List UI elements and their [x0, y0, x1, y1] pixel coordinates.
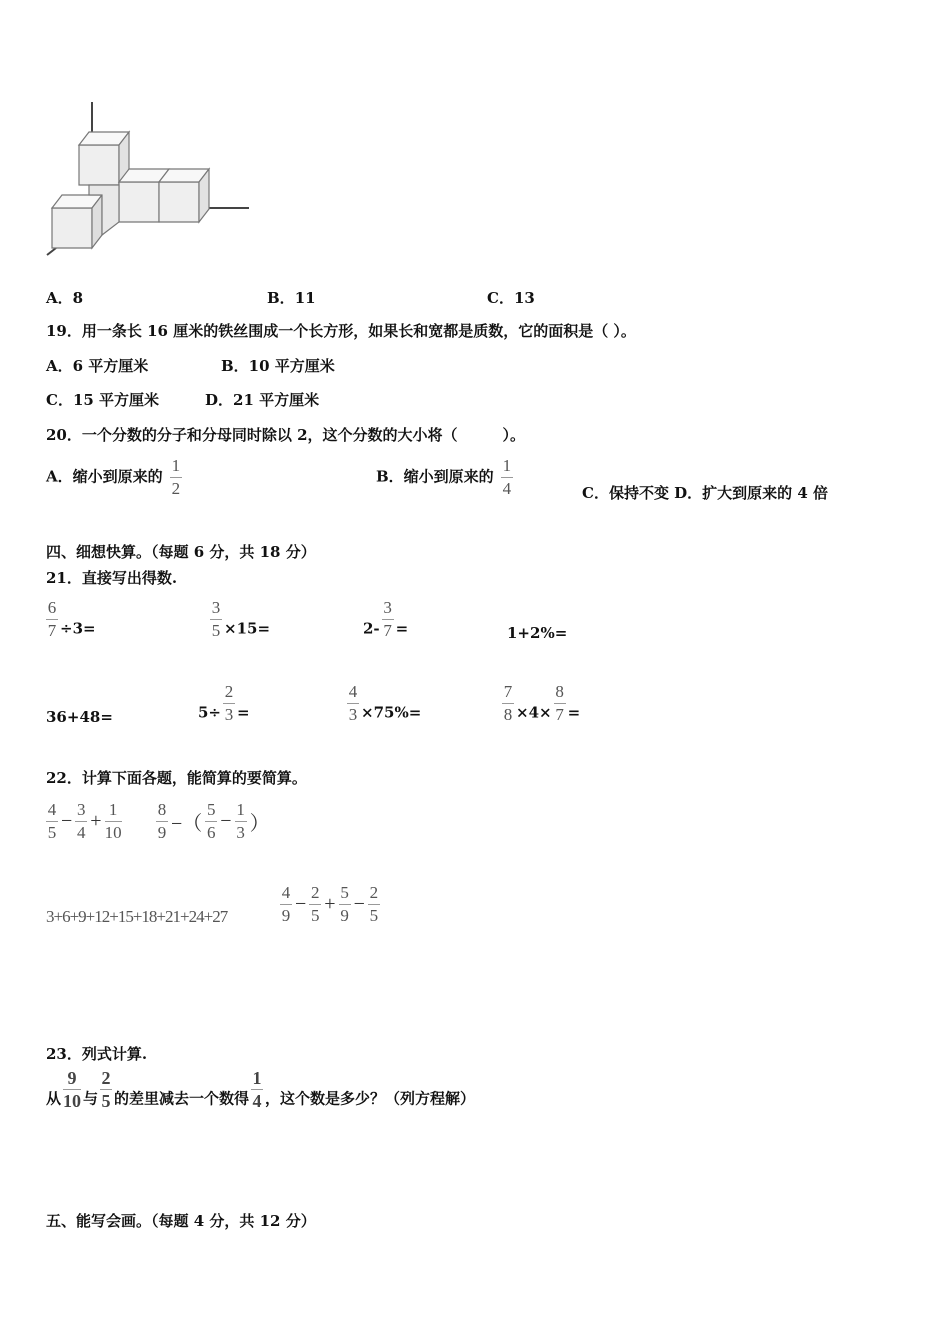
q23-problem: 从 $\frac{9}{10}$ 与 $\frac{2}{5}$ 的差里减去一个数得 $\frac{1}{4}$ ，这个数是多少？（列方程解）: [46, 1068, 476, 1111]
q18-option-c: C．13: [487, 289, 535, 307]
q22-expr-1: $\frac{4}{5}$ − $\frac{3}{4}$ + $\frac{1}{10}$: [47, 800, 122, 842]
q21-expr-1: $\frac{6}{7}$ ÷3=: [47, 598, 96, 640]
q21-expr-4: 1+2%=: [507, 624, 568, 642]
section-4-title: 四、细想快算。（每题 6 分，共 18 分）: [46, 543, 316, 561]
q21-expr-3: 2- $\frac{3}{7}$ =: [363, 598, 409, 640]
q23-stem: 23．列式计算.: [46, 1045, 148, 1063]
q21-expr-8: $\frac{7}{8}$ ×4× $\frac{8}{7}$ =: [503, 682, 581, 724]
fraction: $\frac{1}{2}$: [171, 456, 181, 498]
q22-expr-2: $\frac{8}{9}$ −（ $\frac{5}{6}$ − $\frac{1}{3}$ ）: [157, 800, 270, 842]
q18-option-b: B．11: [267, 289, 316, 307]
q21-expr-2: $\frac{3}{5}$ ×15=: [211, 598, 271, 640]
q19-stem: 19．用一条长 16 厘米的铁丝围成一个长方形，如果长和宽都是质数，它的面积是（ ）。: [46, 322, 636, 340]
q21-expr-7: $\frac{4}{3}$ ×75%=: [348, 682, 422, 724]
q19-option-b: B．10 平方厘米: [221, 357, 335, 375]
q19-option-d: D．21 平方厘米: [205, 391, 320, 409]
q22-stem: 22．计算下面各题，能简算的要简算。: [46, 769, 307, 787]
q20-option-a: A．缩小到原来的 $\frac{1}{2}$: [46, 456, 181, 498]
q21-expr-5: 36+48=: [46, 708, 113, 726]
q20-option-b: B．缩小到原来的 $\frac{1}{4}$: [376, 456, 512, 498]
q19-option-a: A．6 平方厘米: [46, 357, 149, 375]
cube-figure: [44, 100, 254, 260]
q22-expr-4: $\frac{4}{9}$ − $\frac{2}{5}$ + $\frac{5}{9}$ − $\frac{2}{5}$: [281, 883, 379, 925]
q20-stem: 20．一个分数的分子和分母同时除以 2，这个分数的大小将（ ）。: [46, 426, 526, 444]
q19-option-c: C．15 平方厘米: [46, 391, 160, 409]
q21-expr-6: 5÷ $\frac{2}{3}$ =: [198, 682, 250, 724]
q20-option-cd: C．保持不变 D．扩大到原来的 4 倍: [582, 484, 829, 502]
q21-stem: 21．直接写出得数.: [46, 569, 178, 587]
section-5-title: 五、能写会画。（每题 4 分，共 12 分）: [46, 1212, 316, 1230]
q18-option-a: A．8: [46, 289, 84, 307]
q22-expr-3: 3+6+9+12+15+18+21+24+27: [46, 907, 228, 926]
fraction: $\frac{1}{4}$: [502, 456, 512, 498]
